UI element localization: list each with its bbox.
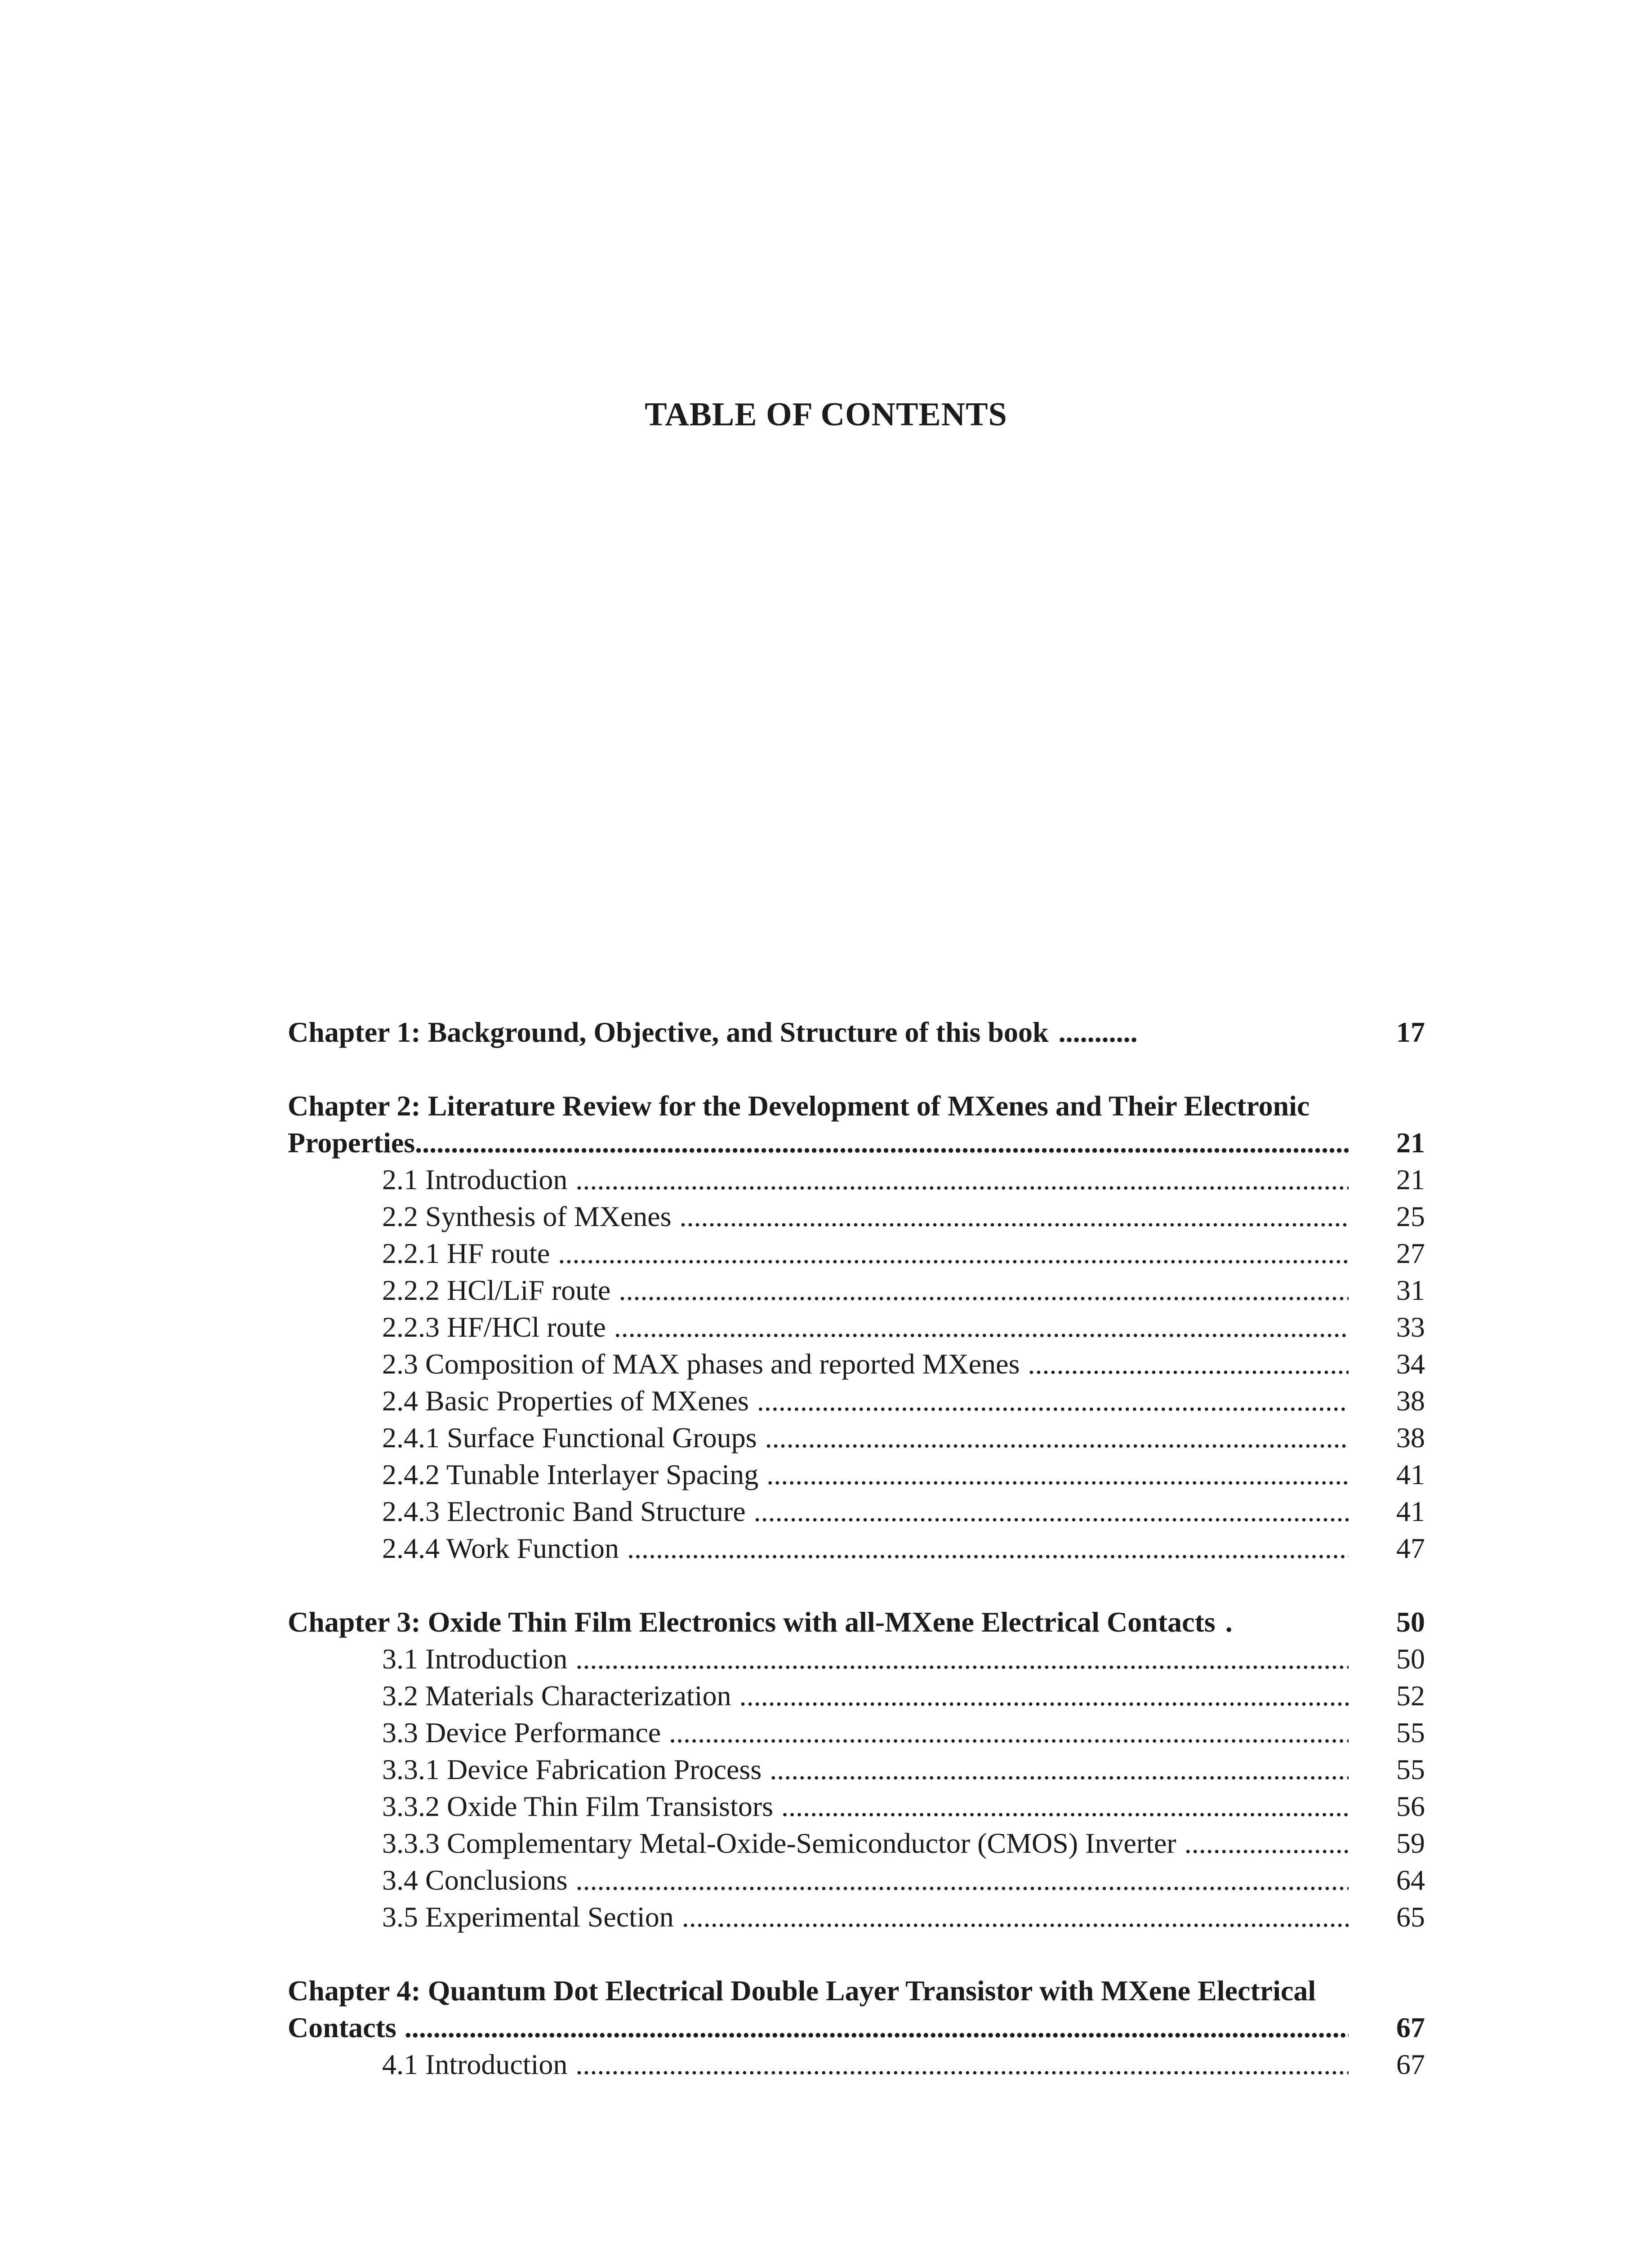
toc-page-number: 67	[1396, 2048, 1425, 2080]
toc-page-number: 56	[1396, 1790, 1425, 1822]
toc-entry-label: 3.3 Device Performance	[382, 1717, 661, 1748]
toc-entry-label: 3.2 Materials Characterization	[382, 1680, 731, 1712]
toc-entry-chapter-4-line1[interactable]: Chapter 4: Quantum Dot Electrical Double Layer Transistor with MXene Electrical	[288, 1975, 1316, 2007]
toc-entry-label: Properties	[288, 1127, 415, 1159]
toc-entry-2-2[interactable]	[288, 1198, 1425, 1235]
toc-leader	[405, 2009, 1349, 2046]
toc-entry-3-3-1[interactable]	[288, 1751, 1425, 1788]
toc-page-number: 41	[1396, 1459, 1425, 1490]
toc-page-number: 52	[1396, 1680, 1425, 1712]
toc-entry-2-2-2[interactable]	[288, 1272, 1425, 1309]
toc-entry-label: Contacts	[288, 2012, 396, 2043]
toc-leader	[415, 1124, 1349, 1161]
toc-leader	[558, 1235, 1349, 1272]
toc-entry-label: 3.5 Experimental Section	[382, 1901, 674, 1933]
toc-entry-4-1[interactable]	[288, 2046, 1425, 2083]
toc-entry-3-5[interactable]	[288, 1899, 1425, 1936]
toc-entry-label: 2.2 Synthesis of MXenes	[382, 1200, 672, 1232]
toc-entry-2-4[interactable]	[288, 1383, 1425, 1419]
toc-leader	[614, 1309, 1349, 1346]
toc-entry-label: 2.2.2 HCl/LiF route	[382, 1274, 611, 1306]
toc-page-number: 41	[1396, 1495, 1425, 1527]
toc-entry-label: 2.2.3 HF/HCl route	[382, 1311, 606, 1343]
toc-leader: .	[1225, 1606, 1233, 1638]
toc-entry-2-2-1[interactable]	[288, 1235, 1425, 1272]
toc-entry-2-1[interactable]	[288, 1161, 1425, 1198]
toc-entry-label: 2.4.2 Tunable Interlayer Spacing	[382, 1459, 759, 1490]
toc-entry-label: 2.4.1 Surface Functional Groups	[382, 1422, 757, 1454]
toc-page-number: 59	[1396, 1827, 1425, 1859]
toc-entry-label: 3.3.2 Oxide Thin Film Transistors	[382, 1790, 774, 1822]
toc-leader	[781, 1788, 1349, 1825]
toc-entry-label: 2.3 Composition of MAX phases and reported MXenes	[382, 1348, 1020, 1380]
toc-entry-2-2-3[interactable]	[288, 1309, 1425, 1346]
toc-page-number: 50	[1396, 1643, 1425, 1675]
toc-leader	[757, 1383, 1349, 1419]
toc-page-number: 65	[1396, 1901, 1425, 1933]
toc-entry-label: 3.4 Conclusions	[382, 1864, 568, 1896]
toc-leader	[627, 1530, 1349, 1567]
toc-leader	[680, 1198, 1349, 1235]
toc-page-number: 27	[1396, 1237, 1425, 1269]
toc-leader	[575, 1862, 1349, 1899]
toc-entry-2-4-1[interactable]	[288, 1419, 1425, 1456]
toc-entry-2-3[interactable]	[288, 1346, 1425, 1383]
toc-entry-label: 2.4.4 Work Function	[382, 1532, 619, 1564]
toc-entry-3-3-3[interactable]	[288, 1825, 1425, 1862]
toc-leader	[575, 1641, 1349, 1677]
toc-leader	[1028, 1346, 1349, 1383]
toc-entry-chapter-2[interactable]	[288, 1124, 1425, 1161]
toc-page-number: 50	[1396, 1606, 1425, 1638]
toc-page-number: 64	[1396, 1864, 1425, 1896]
toc-page-number: 21	[1396, 1164, 1425, 1195]
toc-page-number: 47	[1396, 1532, 1425, 1564]
toc-page-number: 38	[1396, 1385, 1425, 1417]
toc-leader: ...........	[1058, 1016, 1138, 1048]
toc-page-number: 55	[1396, 1717, 1425, 1748]
toc-entry-label: Chapter 3: Oxide Thin Film Electronics with all-MXene Electrical Contacts	[288, 1606, 1216, 1638]
toc-page-number: 21	[1396, 1127, 1425, 1159]
toc-entry-label: 2.4 Basic Properties of MXenes	[382, 1385, 749, 1417]
toc-leader	[766, 1456, 1349, 1493]
toc-page-number: 67	[1396, 2012, 1425, 2043]
toc-entry-label: 4.1 Introduction	[382, 2048, 568, 2080]
toc-page-number: 25	[1396, 1200, 1425, 1232]
toc-page-number: 17	[1396, 1016, 1425, 1048]
toc-entry-3-3-2[interactable]	[288, 1788, 1425, 1825]
toc-leader	[739, 1677, 1349, 1714]
toc-entry-2-4-4[interactable]	[288, 1530, 1425, 1567]
toc-page-number: 34	[1396, 1348, 1425, 1380]
toc-entry-3-1[interactable]	[288, 1641, 1425, 1677]
toc-entry-2-4-3[interactable]	[288, 1493, 1425, 1530]
toc-entry-label: Chapter 1: Background, Objective, and Structure of this book	[288, 1016, 1049, 1048]
toc-leader	[575, 1161, 1349, 1198]
toc-entry-label: 3.3.1 Device Fabrication Process	[382, 1753, 762, 1785]
toc-entry-3-4[interactable]	[288, 1862, 1425, 1899]
toc-entry-label: 2.2.1 HF route	[382, 1237, 550, 1269]
toc-leader	[682, 1899, 1349, 1936]
toc-entry-label: 2.4.3 Electronic Band Structure	[382, 1495, 746, 1527]
toc-entry-2-4-2[interactable]	[288, 1456, 1425, 1493]
toc-entry-3-3[interactable]	[288, 1714, 1425, 1751]
toc-entry-label: 2.1 Introduction	[382, 1164, 568, 1195]
toc-leader	[770, 1751, 1349, 1788]
toc-leader	[669, 1714, 1349, 1751]
toc-entry-label: 3.1 Introduction	[382, 1643, 568, 1675]
toc-page-number: 38	[1396, 1422, 1425, 1454]
toc-entry-3-2[interactable]	[288, 1677, 1425, 1714]
toc-page-number: 55	[1396, 1753, 1425, 1785]
toc-leader	[754, 1493, 1349, 1530]
toc-page-number: 31	[1396, 1274, 1425, 1306]
page-title: TABLE OF CONTENTS	[645, 396, 1007, 433]
toc-entry-chapter-1[interactable]	[288, 1014, 1425, 1051]
toc-entry-chapter-3[interactable]	[288, 1604, 1425, 1641]
toc-leader	[575, 2046, 1349, 2083]
toc-entry-label: 3.3.3 Complementary Metal-Oxide-Semiconductor (CMOS) Inverter	[382, 1827, 1176, 1859]
toc-leader	[765, 1419, 1349, 1456]
toc-leader	[1184, 1825, 1349, 1862]
toc-entry-chapter-2-line1[interactable]: Chapter 2: Literature Review for the Development of MXenes and Their Electronic	[288, 1090, 1310, 1122]
toc-leader	[619, 1272, 1349, 1309]
toc-entry-chapter-4[interactable]	[288, 2009, 1425, 2046]
table-of-contents	[288, 1014, 1425, 2083]
toc-page-number: 33	[1396, 1311, 1425, 1343]
